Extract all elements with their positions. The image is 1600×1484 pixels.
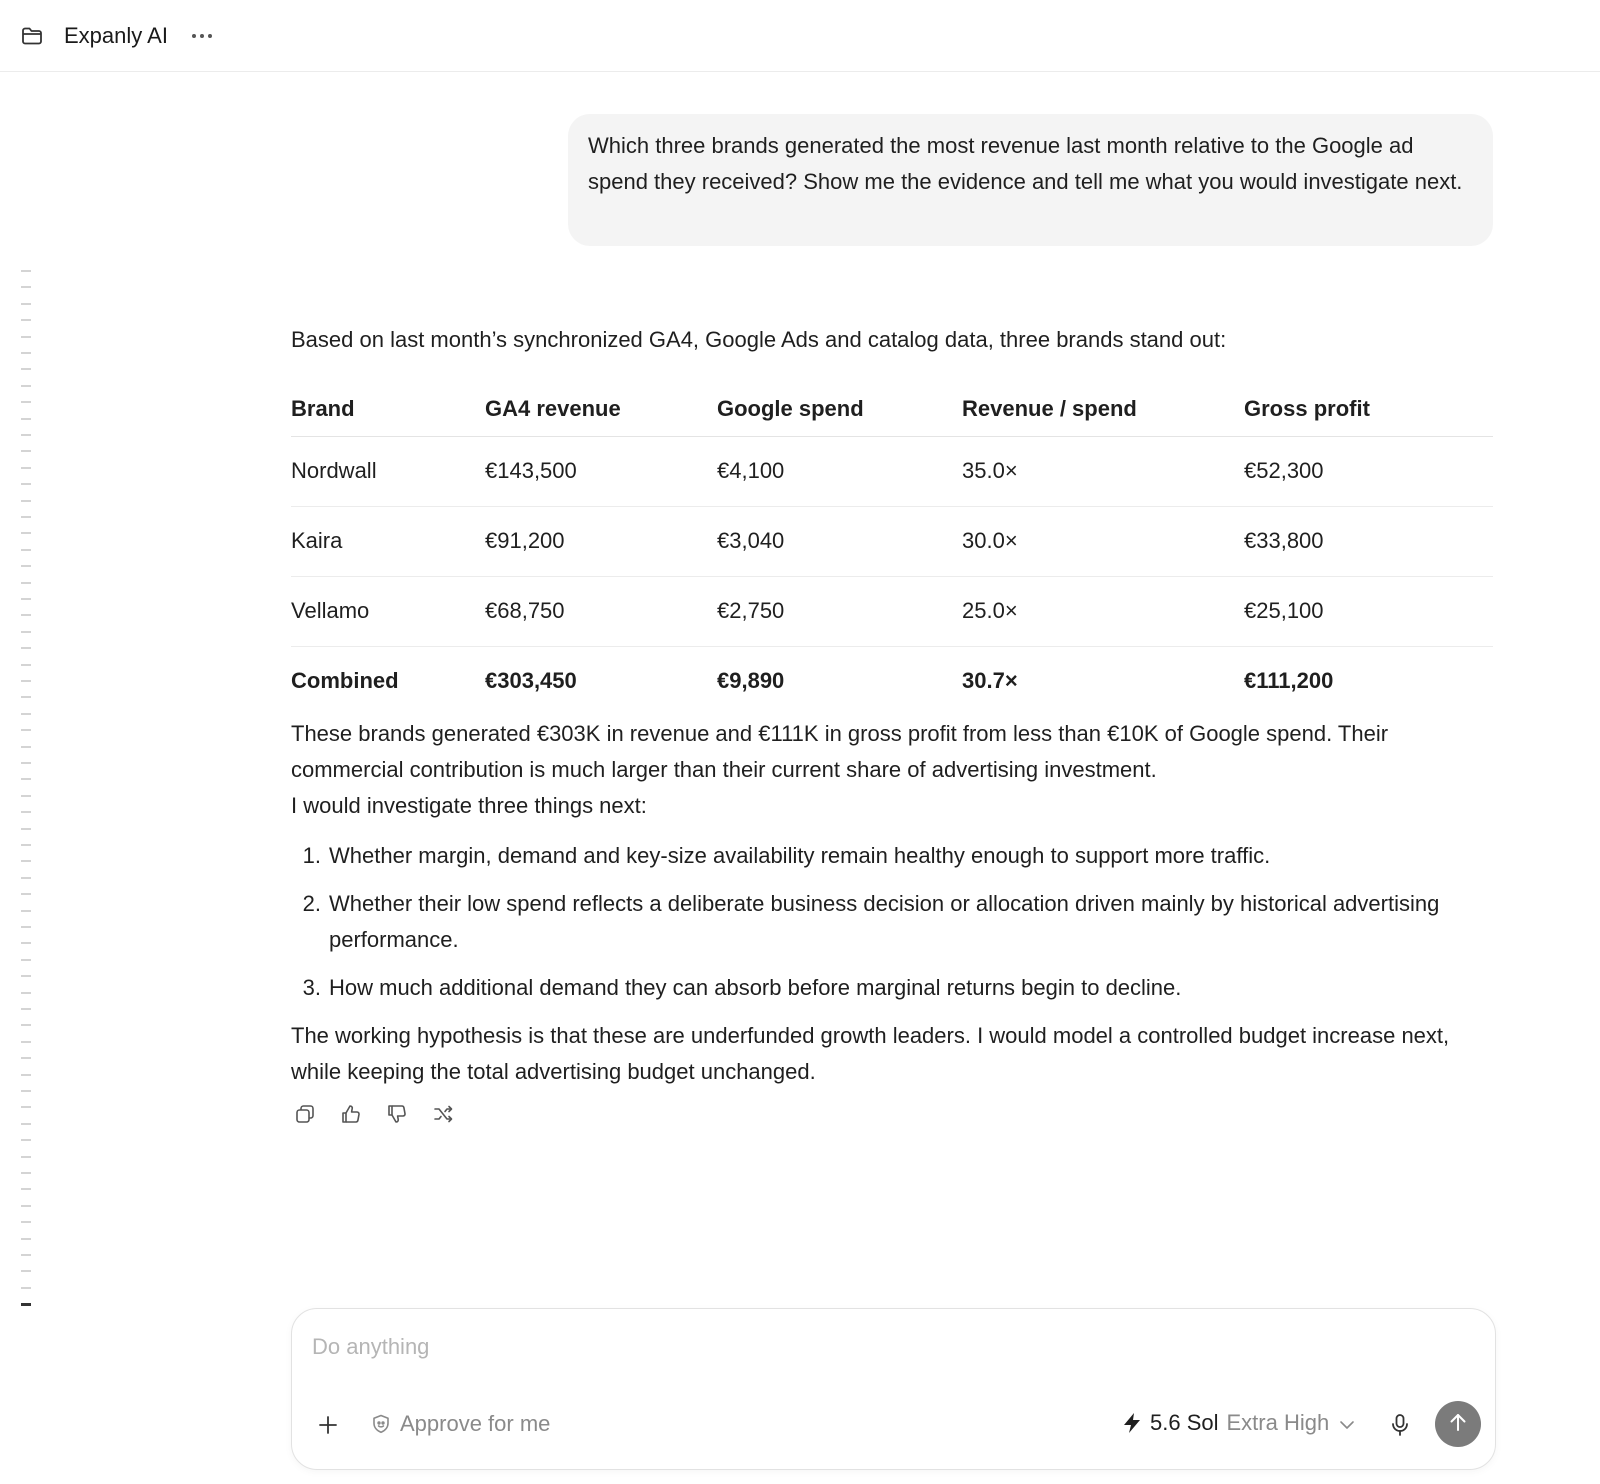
rail-tick[interactable] [21, 828, 31, 830]
rail-tick[interactable] [21, 401, 31, 403]
table-cell: €2,750 [717, 576, 962, 646]
answer-summary: These brands generated €303K in revenue and €111K in gross profit from less than €10K of Google spend. Their commercial contribution is much larger than their current share of advertising investment. [291, 721, 1389, 782]
rail-tick[interactable] [21, 483, 31, 485]
message-composer [291, 1308, 1496, 1470]
list-item [291, 886, 1496, 958]
rail-tick[interactable] [21, 1074, 31, 1076]
rail-tick[interactable] [21, 713, 31, 715]
top-bar [0, 0, 1600, 72]
list-item [291, 838, 1496, 874]
microphone-icon[interactable] [1386, 1411, 1414, 1439]
project-title: Expanly AI [64, 22, 168, 48]
more-horizontal-icon[interactable] [190, 24, 214, 48]
rail-tick[interactable] [21, 368, 31, 370]
table-cell: 30.0× [962, 506, 1244, 576]
table-cell: €303,450 [485, 668, 577, 694]
table-cell: Combined [291, 668, 399, 694]
rail-tick[interactable] [21, 598, 31, 600]
rail-tick[interactable] [21, 647, 31, 649]
rail-tick[interactable] [21, 1008, 31, 1010]
table-cell: €9,890 [717, 668, 785, 694]
column-header: Gross profit [1244, 382, 1493, 436]
assistant-message [291, 322, 1496, 1126]
rail-tick[interactable] [21, 516, 31, 518]
table-cell: Nordwall [291, 436, 485, 506]
rail-tick[interactable] [21, 795, 31, 797]
rail-tick[interactable] [21, 532, 31, 534]
rail-tick[interactable] [21, 614, 31, 616]
column-header: Brand [291, 382, 485, 436]
rail-tick[interactable] [21, 959, 31, 961]
model-selector[interactable] [1122, 1410, 1355, 1436]
rail-tick[interactable] [21, 385, 31, 387]
rail-tick[interactable] [21, 893, 31, 895]
bolt-icon [1122, 1412, 1142, 1434]
send-button[interactable] [1435, 1401, 1481, 1447]
table-total-row [291, 646, 1493, 716]
rail-tick[interactable] [21, 565, 31, 567]
list-item [291, 970, 1496, 1006]
rail-tick[interactable] [21, 696, 31, 698]
rail-tick[interactable] [21, 1156, 31, 1158]
table-cell: 30.7× [962, 668, 1018, 694]
rail-tick[interactable] [21, 352, 31, 354]
next-steps-list [291, 838, 1496, 1006]
plus-icon[interactable] [314, 1411, 342, 1439]
rail-tick[interactable] [21, 1172, 31, 1174]
rail-tick[interactable] [21, 926, 31, 928]
table-cell: €4,100 [717, 436, 962, 506]
rail-tick[interactable] [21, 992, 31, 994]
table-cell: €68,750 [485, 576, 717, 646]
shield-icon [370, 1413, 392, 1435]
answer-conclusion: The working hypothesis is that these are underfunded growth leaders. I would model a controlled budget increase next, while keeping the total advertising budget unchanged. [291, 1023, 1450, 1084]
arrow-up-icon [1447, 1411, 1469, 1438]
rail-tick[interactable] [21, 1024, 31, 1026]
share-icon[interactable] [431, 1102, 455, 1126]
rail-tick[interactable] [21, 1123, 31, 1125]
rail-tick[interactable] [21, 418, 31, 420]
list-number: 1. [302, 843, 321, 868]
rail-tick[interactable] [21, 336, 31, 338]
table-row [291, 436, 1493, 506]
model-name: 5.6 Sol [1150, 1410, 1219, 1435]
table-cell: 35.0× [962, 436, 1244, 506]
table-cell: 25.0× [962, 576, 1244, 646]
list-number: 3. [302, 975, 321, 1000]
rail-tick[interactable] [21, 680, 31, 682]
rail-tick[interactable] [21, 303, 31, 305]
copy-icon[interactable] [293, 1102, 317, 1126]
rail-tick[interactable] [21, 1287, 31, 1289]
rail-tick[interactable] [21, 500, 31, 502]
prompt-input[interactable] [312, 1329, 1412, 1365]
approve-toggle[interactable] [370, 1411, 550, 1437]
rail-tick[interactable] [21, 1041, 31, 1043]
table-cell: Kaira [291, 506, 485, 576]
list-number: 2. [302, 891, 321, 916]
rail-tick[interactable] [21, 1221, 31, 1223]
rail-tick[interactable] [21, 860, 31, 862]
list-text: How much additional demand they can absorb before marginal returns begin to decline. [329, 975, 1182, 1000]
rail-tick[interactable] [21, 844, 31, 846]
rail-tick[interactable] [21, 910, 31, 912]
effort-level: Extra High [1226, 1410, 1330, 1435]
rail-tick[interactable] [21, 286, 31, 288]
rail-tick[interactable] [21, 1188, 31, 1190]
rail-tick[interactable] [21, 1270, 31, 1272]
user-message: Which three brands generated the most revenue last month relative to the Google ad spend they received? Show me the evidence and tell me what you would investigate next. [568, 114, 1493, 246]
rail-tick[interactable] [21, 582, 31, 584]
rail-tick[interactable] [21, 1139, 31, 1141]
rail-tick[interactable] [21, 631, 31, 633]
rail-tick[interactable] [21, 1205, 31, 1207]
rail-tick[interactable] [21, 942, 31, 944]
rail-tick[interactable] [21, 877, 31, 879]
rail-tick[interactable] [21, 1057, 31, 1059]
rail-tick[interactable] [21, 270, 31, 272]
chevron-down-icon [1339, 1410, 1355, 1436]
rail-tick-active[interactable] [21, 1303, 31, 1306]
rail-tick[interactable] [21, 746, 31, 748]
thumbs-down-icon[interactable] [385, 1102, 409, 1126]
table-row [291, 506, 1493, 576]
rail-tick[interactable] [21, 1254, 31, 1256]
rail-tick[interactable] [21, 1106, 31, 1108]
list-text: Whether their low spend reflects a deliberate business decision or allocation driven mainly by historical advertising performance. [329, 891, 1440, 952]
column-header: GA4 revenue [485, 382, 717, 436]
rail-tick[interactable] [21, 778, 31, 780]
table-cell: €33,800 [1244, 506, 1493, 576]
table-cell: €143,500 [485, 436, 717, 506]
rail-tick[interactable] [21, 975, 31, 977]
table-cell: €25,100 [1244, 576, 1493, 646]
rail-tick[interactable] [21, 762, 31, 764]
list-text: Whether margin, demand and key-size availability remain healthy enough to support more traffic. [329, 843, 1271, 868]
thumbs-up-icon[interactable] [339, 1102, 363, 1126]
table-cell: Vellamo [291, 576, 485, 646]
rail-tick[interactable] [21, 1090, 31, 1092]
message-actions [291, 1102, 1496, 1126]
column-header: Google spend [717, 382, 962, 436]
rail-tick[interactable] [21, 729, 31, 731]
rail-tick[interactable] [21, 664, 31, 666]
brands-table [291, 382, 1493, 716]
table-cell: €52,300 [1244, 436, 1493, 506]
rail-tick[interactable] [21, 1238, 31, 1240]
next-steps-intro: I would investigate three things next: [291, 793, 647, 818]
rail-tick[interactable] [21, 434, 31, 436]
rail-tick[interactable] [21, 811, 31, 813]
rail-tick[interactable] [21, 467, 31, 469]
table-cell: €91,200 [485, 506, 717, 576]
table-row [291, 576, 1493, 646]
table-cell: €3,040 [717, 506, 962, 576]
folder-icon[interactable] [20, 24, 44, 48]
rail-tick[interactable] [21, 549, 31, 551]
table-cell: €111,200 [1244, 668, 1334, 694]
approve-label: Approve for me [400, 1411, 551, 1436]
rail-tick[interactable] [21, 319, 31, 321]
answer-intro: Based on last month’s synchronized GA4, Google Ads and catalog data, three brands stand out: [291, 327, 1227, 352]
column-header: Revenue / spend [962, 382, 1244, 436]
rail-tick[interactable] [21, 450, 31, 452]
conversation-scroll-rail[interactable] [21, 270, 33, 1310]
table-header-row [291, 382, 1493, 436]
